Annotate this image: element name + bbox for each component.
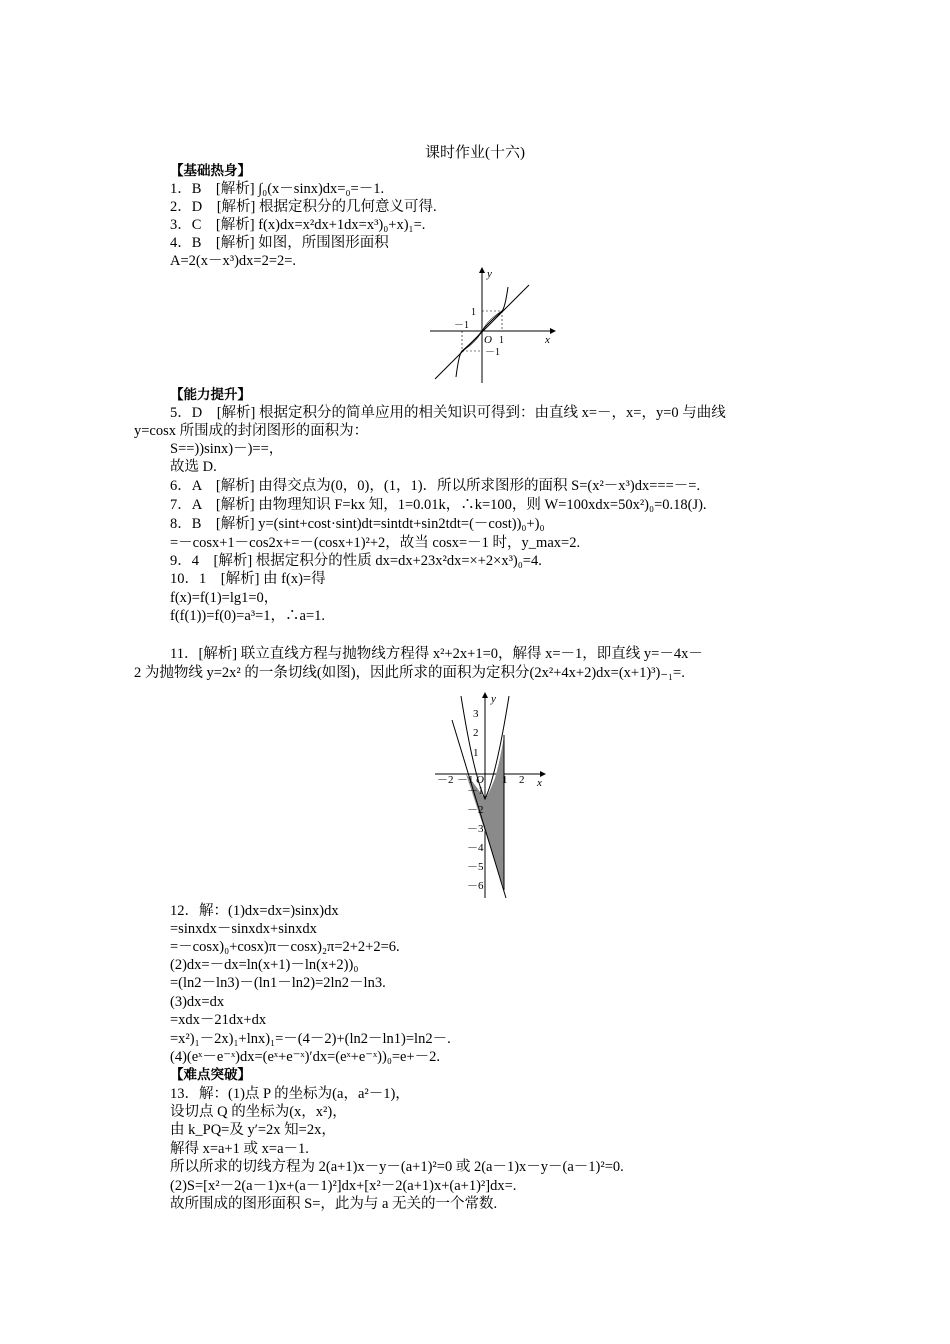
answer-line: 解得 x=a+1 或 x=a－1. <box>170 1141 309 1157</box>
tick-label: －6 <box>467 880 484 892</box>
tick-label: －3 <box>467 823 484 835</box>
tick-label: －1 <box>467 785 484 797</box>
answer-line: (3)dx=dx <box>170 994 225 1010</box>
tick-label: 2 <box>519 774 525 786</box>
tick-label: 2 <box>473 727 479 739</box>
answer-line: =xdx－21dx+dx <box>170 1012 267 1028</box>
answer-line: (4)(eˣ－e⁻ˣ)dx=(eˣ+e⁻ˣ)′dx=(eˣ+e⁻ˣ))₀=e+－2. <box>170 1049 441 1065</box>
tick-label: 1 <box>473 747 479 759</box>
tick-label: －4 <box>467 842 484 854</box>
answer-line: 11．[解析] 联立直线方程与抛物线方程得 x²+2x+1=0，解得 x=－1，即直线 y=－4x－ <box>170 646 703 662</box>
answer-line: 3．C [解析] f(x)dx=x²dx+1dx=x³)₀+x)₁=. <box>170 217 426 233</box>
answer-line: S==))sinx)－)==， <box>170 441 284 457</box>
answer-line: 故所围成的图形面积 S=，此为与 a 无关的一个常数. <box>170 1196 498 1212</box>
tick-label: －2 <box>437 774 454 786</box>
tick-label: －1 <box>485 347 500 358</box>
tick-label: －1 <box>454 320 469 331</box>
answer-line: 由 k_PQ=及 y′=2x 知=2x， <box>170 1122 336 1138</box>
figure-parabola-tangent <box>430 690 555 902</box>
y-axis-label: y <box>491 693 496 705</box>
answer-line: 8．B [解析] y=(sint+cost·sint)dt=sintdt+sin2tdt=(－cost))₀+)₀ <box>170 516 545 532</box>
tick-label: －1 <box>457 774 474 786</box>
figure-cubic-vs-line <box>425 265 560 385</box>
x-axis-label: x <box>545 334 550 346</box>
answer-line: 1．B [解析] ∫₀(x－sinx)dx=₀=－1. <box>170 181 385 197</box>
answer-line: =(ln2－ln3)－(ln1－ln2)=2ln2－ln3. <box>170 975 386 991</box>
answer-line: 12．解：(1)dx=dx=)sinx)dx <box>170 903 339 919</box>
section-heading-improve: 【能力提升】 <box>170 387 251 403</box>
answer-line: 5．D [解析] 根据定积分的简单应用的相关知识可得到：由直线 x=－，x=，y=0 与曲线 <box>170 405 726 421</box>
answer-line: =sinxdx－sinxdx+sinxdx <box>170 921 317 937</box>
answer-line: 设切点 Q 的坐标为(x，x²)， <box>170 1104 347 1120</box>
answer-line: 4．B [解析] 如图，所围图形面积 <box>170 235 389 251</box>
answer-line: 所以所求的切线方程为 2(a+1)x－y－(a+1)²=0 或 2(a－1)x－y－(a－1)²=0. <box>170 1159 624 1175</box>
tick-label: －5 <box>467 861 484 873</box>
answer-line: f(f(1))=f(0)=a³=1，∴a=1. <box>170 608 326 624</box>
answer-line: 6．A [解析] 由得交点为(0，0)，(1，1)．所以所求图形的面积 S=(x²－x³)dx===－=. <box>170 478 701 494</box>
answer-line: 13．解：(1)点 P 的坐标为(a，a²－1)， <box>170 1086 410 1102</box>
y-axis-label: y <box>487 268 492 280</box>
section-heading-difficult: 【难点突破】 <box>170 1067 251 1083</box>
tick-label: 3 <box>473 708 479 720</box>
answer-line: =－cosx+1－cos2x+=－(cosx+1)²+2，故当 cosx=－1 时，y_max=2. <box>170 535 581 551</box>
answer-line: 故选 D. <box>170 459 217 475</box>
answer-line: A=2(x－x³)dx=2=2=. <box>170 253 297 269</box>
answer-line: 7．A [解析] 由物理知识 F=kx 知，1=0.01k，∴k=100，则 W=100xdx=50x²)₀=0.18(J). <box>170 497 707 513</box>
section-heading-basic: 【基础热身】 <box>170 163 251 179</box>
answer-line: y=cosx 所围成的封闭图形的面积为： <box>134 423 369 439</box>
answer-line: 2 为抛物线 y=2x² 的一条切线(如图)，因此所求的面积为定积分(2x²+4x+2)dx=(x+1)³)₋₁=. <box>134 665 685 681</box>
answer-line: =－cosx)₀+cosx)π－cosx)₂π=2+2+2=6. <box>170 939 400 955</box>
answer-line: 2．D [解析] 根据定积分的几何意义可得. <box>170 199 437 215</box>
page-title: 课时作业(十六) <box>425 145 525 161</box>
tick-label: 1 <box>502 774 508 786</box>
tick-label: －2 <box>467 804 484 816</box>
answer-line: 9．4 [解析] 根据定积分的性质 dx=dx+23x²dx=×+2×x³)₀=4. <box>170 553 542 569</box>
tick-label: 1 <box>499 335 504 346</box>
answer-line: (2)dx=－dx=ln(x+1)－ln(x+2))₀ <box>170 957 359 973</box>
tick-label: 1 <box>471 307 476 318</box>
origin-label: O <box>476 774 484 786</box>
answer-line: 10．1 [解析] 由 f(x)=得 <box>170 571 326 587</box>
answer-line: =x²)₁－2x)₁+lnx)₁=－(4－2)+(ln2－ln1)=ln2－. <box>170 1031 451 1047</box>
origin-label: O <box>484 334 492 346</box>
answer-line: f(x)=f(1)=lg1=0， <box>170 590 279 606</box>
answer-line: (2)S=[x²－2(a－1)x+(a－1)²]dx+[x²－2(a+1)x+(a+1)²]dx=. <box>170 1178 517 1194</box>
x-axis-label: x <box>537 777 542 789</box>
